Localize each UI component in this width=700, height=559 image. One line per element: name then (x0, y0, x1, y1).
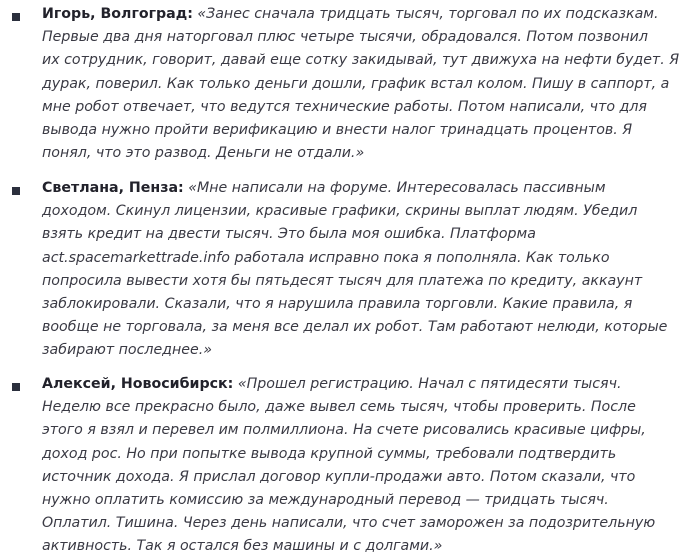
testimonial-line (42, 373, 692, 396)
testimonial-text: доходом. Скинул лицензии, красивые графики, скрины выплат людям. Убедил (42, 203, 638, 220)
testimonial-text: мне робот отвечает, что ведутся технические работы. Потом написали, что для (42, 98, 647, 115)
testimonial-text: источник дохода. Я прислал договор купли-продажи авто. Потом сказали, что (42, 468, 636, 485)
testimonial-text: Неделю все прекрасно было, даже вывел семь тысяч, чтобы проверить. После (42, 399, 636, 416)
testimonial-body (42, 373, 692, 559)
testimonial-text: Оплатил. Тишина. Через день написали, что счет заморожен за подозрительную (42, 515, 656, 532)
testimonial-text: взять кредит на двести тысяч. Это была моя ошибка. Платформа (42, 226, 536, 243)
testimonial-body (42, 3, 692, 165)
testimonial-text: заблокировали. Сказали, что я нарушила правила торговли. Какие правила, я (42, 295, 633, 312)
testimonial-text: дурак, поверил. Как только деньги дошли, график встал колом. Пишу в саппорт, а (42, 75, 670, 92)
testimonial-author: Алексей, Новосибирск: (42, 376, 234, 392)
testimonial-text: доход рос. Но при попытке вывода крупной суммы, требовали подтвердить (42, 445, 617, 462)
testimonial-text: «Прошел регистрацию. Начал с пятидесяти тысяч. (237, 376, 622, 392)
testimonial-author: Игорь, Волгоград: (42, 6, 193, 22)
testimonial-line (42, 177, 692, 200)
testimonial-text: понял, что это развод. Деньги не отдали.» (42, 145, 365, 162)
testimonial-text: их сотрудник, говорит, давай еще сотку закидывай, тут движуха на нефти будет. Я (42, 52, 680, 69)
testimonial-text: забирают последнее.» (42, 342, 212, 359)
testimonial-text: вообще не торговала, за меня все делал их робот. Там работают нелюди, которые (42, 319, 668, 336)
bullet-square-icon (12, 383, 20, 391)
testimonial-text: этого я взял и перевел им полмиллиона. На счете рисовались красивые цифры, (42, 422, 646, 439)
testimonial-text: попросила вывести хотя бы пятьдесят тысяч для платежа по кредиту, аккаунт (42, 272, 643, 289)
testimonial-text: act.spacemarkettrade.info работала исправно пока я пополняла. Как только (42, 249, 610, 266)
bullet-square-icon (12, 187, 20, 195)
testimonial-text: нужно оплатить комиссию за международный перевод — тридцать тысяч. (42, 491, 609, 508)
testimonial-text: Первые два дня наторговал плюс четыре тысячи, обрадовался. Потом позвонил (42, 29, 648, 46)
testimonial-text: вывода нужно пройти верификацию и внести налог тринадцать процентов. Я (42, 121, 633, 138)
testimonial-text: активность. Так я остался без машины и с долгами.» (42, 538, 443, 555)
bullet-square-icon (12, 13, 20, 21)
testimonial-line (42, 3, 692, 26)
testimonial-text: «Занес сначала тридцать тысяч, торговал по их подсказкам. (197, 6, 659, 22)
testimonial-text: «Мне написали на форуме. Интересовалась пассивным (188, 180, 606, 196)
testimonial-author: Светлана, Пенза: (42, 180, 184, 196)
testimonial-body (42, 177, 692, 363)
